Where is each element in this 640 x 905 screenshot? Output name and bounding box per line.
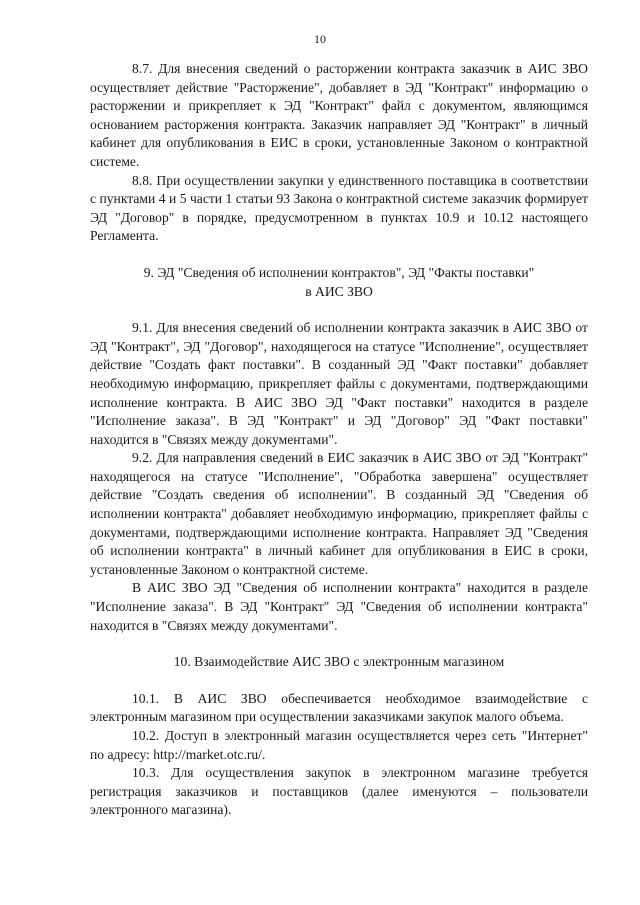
- section-10-heading: 10. Взаимодействие АИС ЗВО с электронным магазином: [173, 654, 505, 670]
- paragraph-9-2-continued: В АИС ЗВО ЭД "Сведения об исполнении контракта" находится в разделе "Исполнение заказа". В ЭД "Контракт" ЭД "Сведения об исполнении контракта" находится в "Связях между документами".: [90, 580, 588, 633]
- section-9-heading-line-1: 9. ЭД "Сведения об исполнении контрактов", ЭД "Факты поставки": [143, 264, 535, 280]
- paragraph-10-2: 10.2. Доступ в электронный магазин осуществляется через сеть "Интернет" по адресу: http://market.otc.ru/.: [90, 728, 588, 762]
- section-9-heading: [90, 264, 588, 301]
- paragraph-9-1: 9.1. Для внесения сведений об исполнении контракта заказчик в АИС ЗВО от ЭД "Контракт", ЭД "Договор", находящегося на статусе "Исполнение", осуществляет действие "Создать факт поставки". В созданный ЭД "Факт поставки" добавляет необходимую информацию, прикрепляет файлы с документами, подтверждающими исполнение контракта. В АИС ЗВО ЭД "Факт поставки" находится в разделе "Исполнение заказа". В ЭД "Контракт" и ЭД "Договор" ЭД "Факт поставки" находится в "Связях между документами".: [90, 320, 588, 447]
- paragraph-10-1: 10.1. В АИС ЗВО обеспечивается необходимое взаимодействие с электронным магазином при осуществлении заказчиками закупок малого объема.: [90, 690, 588, 725]
- paragraph-8-8: 8.8. При осуществлении закупки у единственного поставщика в соответствии с пунктами 4 и 5 части 1 статьи 93 Закона о контрактной системе заказчик формирует ЭД "Договор" в порядке, предусмотренном в пунктах 10.9 и 10.12 настоящего Регламента.: [90, 172, 588, 244]
- paragraph-9-2: 9.2. Для направления сведений в ЕИС заказчик в АИС ЗВО от ЭД "Контракт" находящегося на статусе "Исполнение", "Обработка завершена" осуществляет действие "Создать сведения об исполнении". В созданный ЭД "Сведения об исполнении контракта" добавляет необходимую информацию, прикрепляет файлы с документами, подтверждающими исполнение контракта. Направляет ЭД "Сведения об исполнении контракта" в личный кабинет для опубликования в ЕИС в сроки, установленные Законом о контрактной системе.: [90, 450, 588, 577]
- document-body: [90, 60, 588, 820]
- page-number: 10: [314, 32, 326, 46]
- paragraph-8-7: 8.7. Для внесения сведений о расторжении контракта заказчик в АИС ЗВО осуществляет действие "Расторжение", добавляет в ЭД "Контракт" информацию о расторжении и прикрепляет к ЭД "Контракт" файл с документом, являющимся основанием расторжения контракта. Заказчик направляет ЭД "Контракт" в личный кабинет для опубликования в ЕИС в сроки, установленные Законом о контрактной системе.: [90, 61, 588, 169]
- paragraph-10-3: 10.3. Для осуществления закупок в электронном магазине требуется регистрация заказчиков и поставщиков (далее именуются – пользователи электронного магазина).: [90, 765, 588, 818]
- section-9-heading-line-2: в АИС ЗВО: [305, 283, 373, 299]
